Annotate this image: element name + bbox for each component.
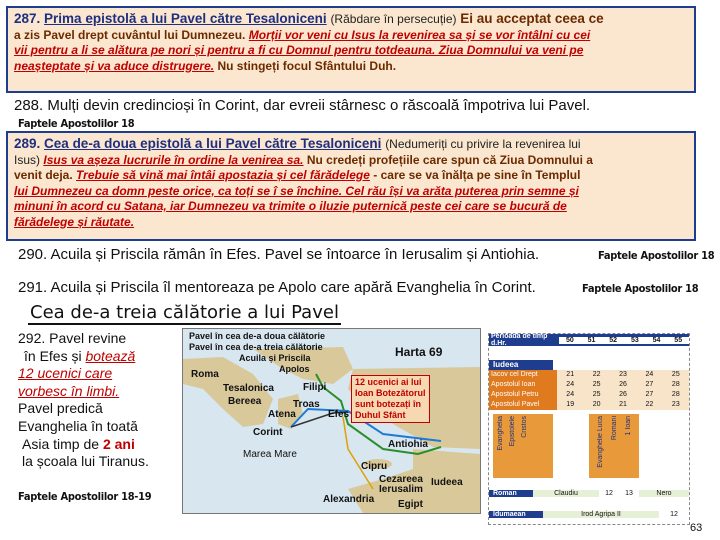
timeline-year: 53 [624,337,646,344]
map-place-iudeea: Iudeea [431,477,463,488]
timeline-roman-label: Roman [489,490,533,497]
timeline-row-cell: 28 [663,390,689,400]
timeline-row-cell: 24 [557,390,583,400]
map-place-filipi: Filipi [303,382,327,393]
timeline-roman-row [489,488,689,499]
timeline-year: 55 [667,337,689,344]
item-287-line2b: Morții vor veni cu Isus la revenirea sa și se vor întâlni cu cei [248,27,591,42]
timeline-vertical-label: Cristos [521,416,528,438]
map-place-egipt: Egipt [398,499,423,510]
item-292-l2a: în Efes și [24,347,82,364]
map-legend-item: Pavel în cea de-a doua călătorie [189,331,326,341]
item-289-box [6,131,696,241]
timeline-year: 52 [602,337,624,344]
item-289-title: Cea de-a doua epistolă a lui Pavel către Tesaloniceni [44,136,382,151]
item-292-l2b: botează [85,347,136,364]
item-287-line4a: neașteptate și va aduce distrugere. [14,58,215,73]
timeline-row-cell: 24 [557,380,583,390]
timeline-vertical [489,410,689,486]
map-callout [351,375,430,423]
item-292-l7a: Asia timp de [22,435,100,452]
timeline-row-label: Apostolul Pavel [489,400,557,410]
map-place-atena: Atena [268,409,296,420]
item-292-l7b: 2 ani [102,435,135,452]
timeline-row-cell: 27 [636,390,662,400]
timeline-row [489,380,689,390]
item-290-ref: Faptele Apostolilor 18 [598,249,715,262]
timeline-vertical-label: Evanghelie Luca [597,416,604,468]
timeline-row-cell: 22 [636,400,662,410]
timeline-year: 51 [581,337,603,344]
item-292-l5: Pavel predică [18,400,103,417]
item-288-text: 288. Mulți devin credincioși în Corint, dar evreii stârnesc o răscoală împotriva lui Pavel. [14,97,591,114]
item-290-text: 290. Acuila și Priscila rămân în Efes. Pavel se întoarce în Ierusalim și Antiohia. [18,246,540,263]
map-place-bereea: Bereea [228,396,262,407]
item-287-title: Prima epistolă a lui Pavel către Tesaloniceni [44,11,327,26]
item-292-ref: Faptele Apostolilor 18-19 [18,490,152,503]
timeline-vertical-label: 1 Ioan [625,416,632,436]
map-place-roma: Roma [191,369,219,380]
timeline-section: Iudeea [489,360,553,370]
timeline-header-label: Perioada de timp d.Hr. [491,333,548,347]
item-292-l8: la școala lui Tiranus. [22,453,149,470]
map-callout-line: 12 ucenici ai lui [355,377,422,387]
timeline-row-label: Iacov cel Drept [489,370,557,380]
timeline-year: 50 [559,337,581,344]
timeline-row-cell: 21 [557,370,583,380]
timeline-row [489,400,689,410]
map-place-cezareea: Cezareea [379,474,423,485]
item-287-line4b: Nu stingeți focul Sfântului Duh. [217,58,397,73]
map-place-troas: Troas [293,399,320,410]
timeline-row-cell: 26 [610,390,636,400]
item-292-l4: vorbesc în limbi. [18,382,120,399]
item-289-line3b: Trebuie să vină mai întâi apostazia și cel fărădelege [76,168,370,182]
item-288-ref: Faptele Apostolilor 18 [18,117,135,130]
timeline-row-label: Apostolul Ioan [489,380,557,390]
item-289-line6: fărădelege și răutate. [14,214,135,229]
timeline-row-cell: 27 [636,380,662,390]
item-287-line2a: a zis Pavel drept cuvântul lui Dumnezeu. [14,27,246,42]
item-289-number: 289. [14,136,41,151]
timeline-idumean-cell: Irod Agripa II [543,511,659,518]
map-callout-line: sunt botezați în [355,399,421,409]
timeline-row [489,370,689,380]
map-legend-item: Pavel în cea de-a treia călătorie [189,342,323,352]
timeline-header [489,334,689,346]
item-287-box [6,6,696,93]
map-place-efes: Efes [328,409,350,420]
map-place-antiohia: Antiohia [388,439,428,450]
map-place-alexandria: Alexandria [323,494,375,505]
map-callout-line: Ioan Botezătorul [355,388,426,398]
timeline-row-cell: 23 [663,400,689,410]
timeline-year: 54 [646,337,668,344]
timeline-row [489,390,689,400]
map-place-ierusalim: Ierusalim [379,484,423,495]
timeline-row-cell: 22 [583,370,609,380]
item-289-line3c: - care se va înălța pe sine în Templul [373,168,581,182]
timeline-vertical-label: Epistolele [509,416,516,447]
map-legend-item: Apolos [279,364,310,374]
item-292-number: 292. [18,330,46,346]
item-291-text: 291. Acuila și Priscila îl mentoreaza pe Apolo care apără Evanghelia în Corint. [18,279,536,296]
map-legend-item: Acuila și Priscila [239,353,311,363]
item-292-l1: Pavel revine [49,330,127,346]
timeline-vertical-label: Evanghelia [497,416,504,451]
item-292-text [18,330,149,471]
timeline-idumean-label: Idumaean [489,511,543,518]
map-title: Harta 69 [395,345,443,359]
item-291-ref: Faptele Apostolilor 18 [582,282,699,295]
item-287-line3: vii pentru a li se alătura pe nori și pentru a fi cu Domnul pentru totdeauna. Ziua Domnului va veni pe [14,43,584,57]
timeline-idumean-row [489,509,689,520]
timeline-roman-cell: 13 [625,490,633,497]
timeline-row-cell: 21 [610,400,636,410]
timeline-row-cell: 19 [557,400,583,410]
item-287-number: 287. [14,11,41,26]
timeline-row-cell: 28 [663,380,689,390]
map-callout-line: Duhul Sfânt [355,410,406,420]
timeline-row-cell: 24 [636,370,662,380]
timeline-vertical-label: Romani [611,416,618,441]
item-287-subtitle: (Răbdare în persecuție) [330,12,457,26]
item-289-red1: Isus va așeza lucrurile în ordine la venirea sa. [43,152,304,167]
timeline-row-cell: 25 [663,370,689,380]
map-place-marea-mare: Marea Mare [243,449,297,460]
timeline-row-cell: 20 [583,400,609,410]
item-292-l3: 12 ucenici care [18,365,113,382]
map-place-cipru: Cipru [361,461,388,472]
timeline-roman-cell: 12 [605,490,613,497]
item-289-line3a: venit deja. [14,168,73,182]
timeline-roman-cell: Claudiu [533,490,599,497]
map-place-corint: Corint [253,427,283,438]
map-place-tesalonica: Tesalonica [223,383,274,394]
timeline-roman-cell: Nero [639,490,689,497]
timeline-rows [489,370,689,410]
item-289-line4: lui Dumnezeu ca domn peste orice, ca toți se î se închine. Cel rău își va arăta puterea prin semne și [14,183,579,198]
timeline-row-cell: 25 [583,390,609,400]
item-289-line5: minuni în acord cu Satana, iar Dumnezeu va trimite o iluzie puternică peste cei care se bucură de [14,199,567,213]
timeline-idumean-cell: 12 [670,511,678,518]
timeline-table [488,333,690,525]
page-number: 63 [690,522,703,534]
timeline-row-label: Apostolul Petru [489,390,557,400]
timeline-row-cell: 25 [583,380,609,390]
item-289-subtitle-end: Isus) [14,152,41,167]
item-289-line2: Nu credeți profețiile care spun că Ziua Domnului a [306,152,593,167]
section-heading: Cea de-a treia călătorie a lui Pavel [30,302,339,323]
item-289-subtitle: (Nedumeriți cu privire la revenirea lui [385,137,581,151]
item-292-l6: Evanghelia în toată [18,417,138,434]
item-287-line1: Ei au acceptat ceea ce [460,11,604,26]
map [182,328,481,514]
timeline-row-cell: 23 [610,370,636,380]
timeline-row-cell: 26 [610,380,636,390]
